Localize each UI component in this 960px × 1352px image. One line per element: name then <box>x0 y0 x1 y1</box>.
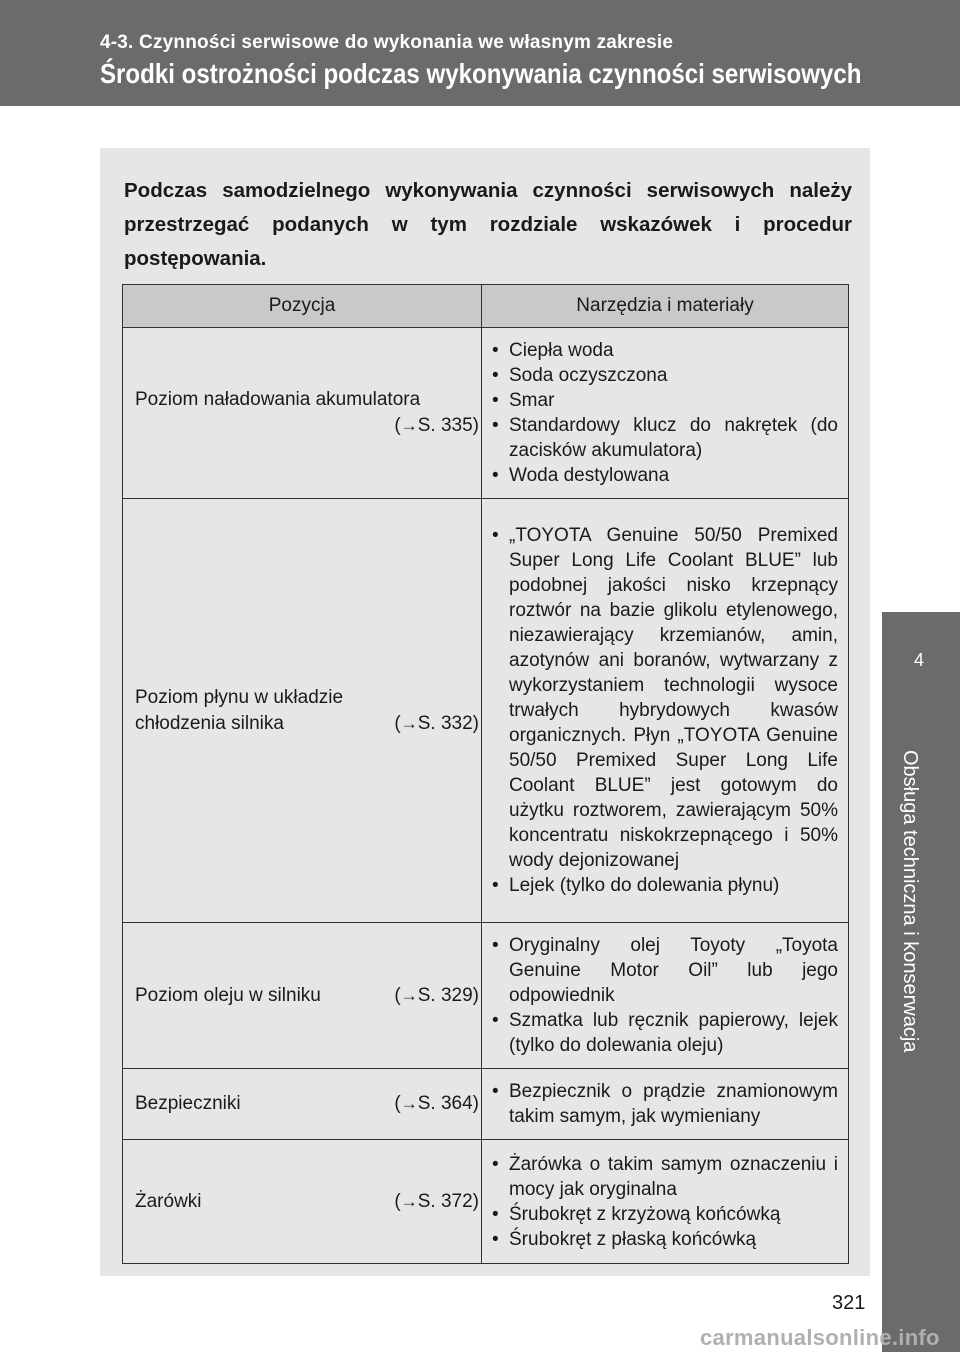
tools-cell <box>482 499 849 923</box>
ref-paren-open: ( <box>394 1093 401 1114</box>
ref-paren-open: ( <box>394 712 401 734</box>
position-cell <box>123 923 482 1069</box>
position-line <box>135 1189 479 1215</box>
list-item: • Bezpiecznik o prądzie znamionowym takim samym, jak wymieniany <box>490 1079 838 1129</box>
ref-value: S. 335 <box>417 415 473 436</box>
list-item: • Śrubokręt z płaską końcówką <box>490 1227 838 1252</box>
list-item: • „TOYOTA Genuine 50/50 Premixed Super Long Life Coolant BLUE” lub podobnej jakości nisko krzepnący roztwór na bazie glikolu etylenowego, niezawierający krzemianów, amin, azotynów ani boranów, wytwarzany z wykorzystaniem technologii wysoce trwałych hybrydowych kwasów organicznych. Płyn „TOYOTA Genuine 50/50 Premixed Super Long Life Coolant BLUE” jest gotowym do użytku roztworem, zawierającym 50% koncentratu niskokrzepnącego i 50% wody dejonizowanej <box>490 523 838 873</box>
ref-paren-close: ) <box>472 1093 479 1114</box>
position-cell <box>123 499 482 923</box>
list-item: • Woda destylowana <box>490 463 838 488</box>
position-cell <box>123 328 482 499</box>
intro-text: Podczas samodzielnego wykonywania czynności serwisowych należy przestrzegać podanych w tym rozdziale wskazówek i procedur postępowania. <box>124 179 852 270</box>
page-reference <box>394 1189 479 1215</box>
position-label: Żarówki <box>135 1190 202 1212</box>
ref-paren-open: ( <box>394 415 401 436</box>
ref-paren-open: ( <box>394 1190 401 1212</box>
tools-cell <box>482 1140 849 1264</box>
tools-cell <box>482 923 849 1069</box>
ref-paren-close: ) <box>472 415 479 436</box>
ref-paren-open: ( <box>394 984 401 1006</box>
position-label: Poziom naładowania akumulatora <box>135 389 421 410</box>
position-label: Poziom płynu w układzie <box>135 686 344 708</box>
list-item: • Smar <box>490 388 838 413</box>
tools-cell <box>482 1069 849 1140</box>
table-row <box>123 1069 849 1140</box>
ref-value: S. 329 <box>417 984 473 1006</box>
position-line <box>135 711 479 737</box>
page-reference <box>394 415 479 436</box>
page-header <box>0 0 960 106</box>
ref-paren-close: ) <box>472 1190 479 1212</box>
table-row <box>123 1140 849 1264</box>
tools-list <box>490 1079 838 1129</box>
tools-list <box>490 1152 838 1252</box>
chapter-number-box <box>882 612 960 1352</box>
list-item: • Oryginalny olej Toyoty „Toyota Genuine Motor Oil” lub jego odpowiednik <box>490 933 838 1008</box>
table-row <box>123 499 849 923</box>
list-item: • Soda oczyszczona <box>490 363 838 388</box>
page-title: Środki ostrożności podczas wykonywania czynności serwisowych <box>100 58 862 89</box>
arrow-right-icon: → <box>400 985 418 1005</box>
table-body <box>123 328 849 1264</box>
position-label: Poziom oleju w silniku <box>135 984 321 1006</box>
page-reference <box>394 983 479 1009</box>
list-item: • Śrubokręt z krzyżową końcówką <box>490 1202 838 1227</box>
watermark-link[interactable]: carmanualsonline.info <box>700 1325 940 1350</box>
list-item: • Szmatka lub ręcznik papierowy, lejek (tylko do dolewania oleju) <box>490 1008 838 1058</box>
chapter-number: 4 <box>914 650 925 670</box>
tools-list <box>490 523 838 898</box>
position-line <box>135 983 479 1009</box>
table-row <box>123 923 849 1069</box>
arrow-right-icon: → <box>400 416 418 435</box>
arrow-right-icon: → <box>400 1191 418 1211</box>
page-number: 321 <box>832 1292 866 1314</box>
list-item: • Lejek (tylko do dolewania płynu) <box>490 873 838 898</box>
tools-list <box>490 338 838 488</box>
table-row <box>123 328 849 499</box>
ref-value: S. 372 <box>417 1190 473 1212</box>
list-item: • Żarówka o takim samym oznaczeniu i mocy jak oryginalna <box>490 1152 838 1202</box>
tools-list <box>490 933 838 1058</box>
ref-value: S. 364 <box>417 1093 473 1114</box>
page-reference <box>394 711 479 737</box>
list-item: • Ciepła woda <box>490 338 838 363</box>
position-cell <box>123 1140 482 1264</box>
maintenance-table <box>122 284 849 1264</box>
chapter-label: Obsługa techniczna i konserwacja <box>899 750 921 1053</box>
position-label-cont: chłodzenia silnika <box>135 712 284 734</box>
arrow-right-icon: → <box>400 1094 418 1113</box>
ref-paren-close: ) <box>472 712 479 734</box>
position-cell <box>123 1069 482 1140</box>
header-tools: Narzędzia i materiały <box>482 285 849 328</box>
header-position: Pozycja <box>123 285 482 328</box>
position-line <box>135 1091 479 1117</box>
tools-cell <box>482 328 849 499</box>
table-header-row <box>123 285 849 328</box>
list-item: • Standardowy klucz do nakrętek (do zacisków akumulatora) <box>490 413 838 463</box>
ref-value: S. 332 <box>417 712 473 734</box>
ref-paren-close: ) <box>472 984 479 1006</box>
arrow-right-icon: → <box>400 713 418 733</box>
reference-line <box>135 413 479 439</box>
section-heading: 4-3. Czynności serwisowe do wykonania we własnym zakresie <box>100 32 674 53</box>
page-reference <box>394 1091 479 1117</box>
position-label: Bezpieczniki <box>135 1093 241 1114</box>
